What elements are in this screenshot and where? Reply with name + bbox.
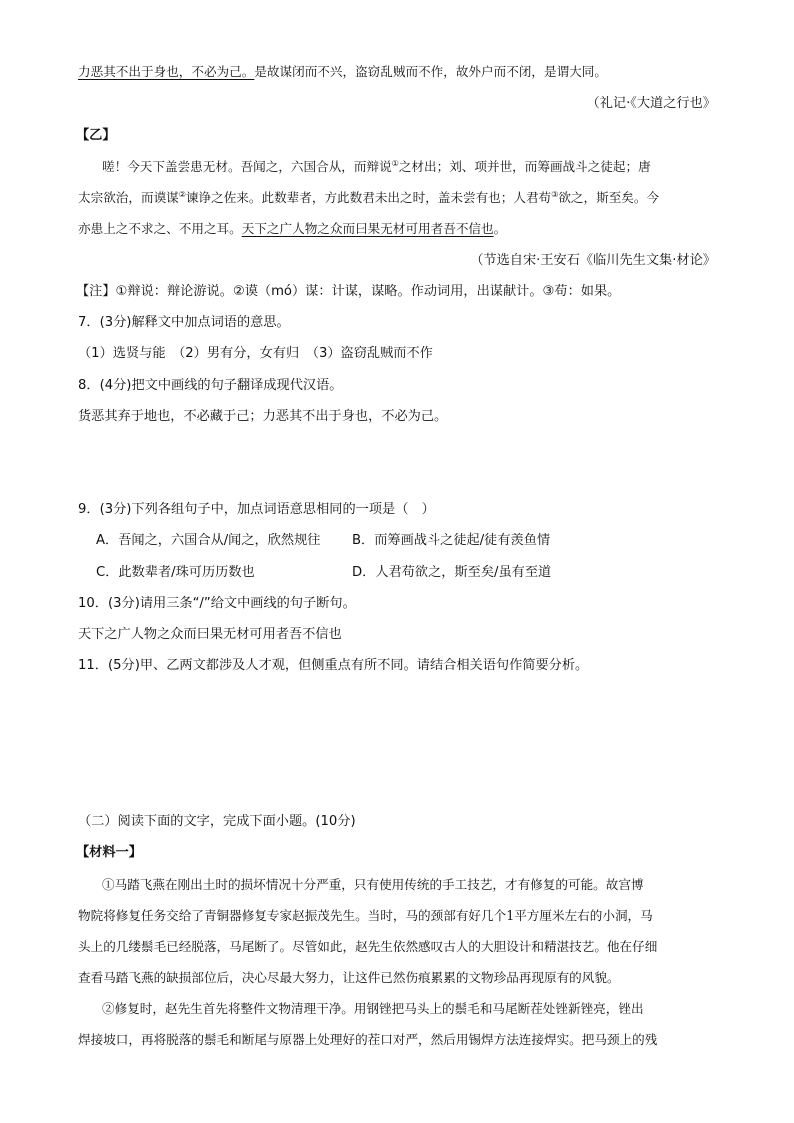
section-2-heading: （二）阅读下面的文字，完成下面小题。(10分)	[78, 814, 356, 829]
question-7: 7．(3分)解释文中加点词语的意思。	[78, 315, 290, 330]
note-marker: ③	[551, 189, 559, 199]
option-b: B．而筹画战斗之徒起/徒有羡鱼情	[352, 533, 551, 548]
yi-text: 嗟！今天下盖尝患无材。吾闻之，六国合从，而辩说	[102, 159, 392, 174]
option-a: A．吾闻之，六国合从/闻之，欣然规往	[96, 533, 321, 548]
question-8-text: 货恶其弃于地也，不必藏于己；力恶其不出于身也，不必为己。	[78, 409, 448, 424]
option-c: C．此数辈者/珠可历历数也	[96, 565, 255, 580]
underlined-sentence: 天下之广人物之众而曰果无材可用者吾不信也	[241, 221, 494, 236]
jia-tail-rest: 是故谋闭而不兴，盗窃乱贼而不作，故外户而不闭，是谓大同。	[254, 64, 607, 79]
question-7-items: （1）选贤与能 （2）男有分，女有归 （3）盗窃乱贼而不作	[78, 346, 433, 361]
yi-line-1	[102, 157, 651, 177]
yi-source: （节选自宋·王安石《临川先生文集·材论》	[470, 253, 716, 268]
note-marker: ②	[178, 189, 186, 199]
question-11: 11．(5分)甲、乙两文都涉及人才观，但侧重点有所不同。请结合相关语句作简要分析。	[78, 658, 589, 673]
annotation-notes: 【注】①辩说：辩论游说。②谟（mó）谋：计谋，谋略。作动词用，出谋献计。③苟：如果。	[76, 284, 621, 299]
jia-source: （礼记·《大道之行也》	[586, 96, 716, 111]
question-9: 9．(3分)下列各组句子中，加点词语意思相同的一项是（ ）	[78, 502, 435, 517]
question-10: 10．(3分)请用三条“/”给文中画线的句子断句。	[78, 596, 356, 611]
question-10-text: 天下之广人物之众而曰果无材可用者吾不信也	[78, 627, 342, 642]
material-para-line: 物院将修复任务交给了青铜器修复专家赵振茂先生。当时，马的颈部有好几个1平方厘米左右的小洞，马	[78, 908, 653, 923]
yi-text: 太宗欲治，而谟谋	[78, 190, 179, 205]
note-marker: ①	[391, 158, 399, 168]
material-para-line: ①马踏飞燕在刚出土时的损坏情况十分严重，只有使用传统的手工技艺，才有修复的可能。故宫博	[102, 877, 644, 892]
material-para-line: 头上的几缕鬃毛已经脱落，马尾断了。尽管如此，赵先生依然感叹古人的大胆设计和精湛技艺。他在仔细	[78, 939, 658, 954]
material-1-heading: 【材料一】	[76, 845, 142, 860]
option-d: D．人君苟欲之，斯至矣/虽有至道	[352, 565, 552, 580]
yi-text: 。	[493, 221, 507, 236]
yi-text: 之材出；刘、项并世，而筹画战斗之徒起；唐	[398, 159, 651, 174]
material-para-line: 焊接坡口，再将脱落的鬃毛和断尾与原器上处理好的茬口对严，然后用锡焊方法连接焊实。把马颈上的残	[78, 1032, 658, 1047]
yi-heading: 【乙】	[76, 128, 116, 143]
yi-text: 欲之，斯至矣。今	[558, 190, 660, 205]
yi-line-2	[78, 188, 659, 208]
yi-text: 谏诤之佐来。此数辈者，方此数君未出之时，盖未尝有也；人君苟	[185, 190, 552, 205]
yi-text: 亦患上之不求之、不用之耳。	[78, 221, 242, 236]
material-para-line: 查看马踏飞燕的缺损部位后，决心尽最大努力，让这件已然伤痕累累的文物珍品再现原有的风貌。	[78, 970, 620, 985]
material-para-line: ②修复时，赵先生首先将整件文物清理干净。用钢锉把马头上的鬃毛和马尾断茬处锉新锉亮，锉出	[102, 1001, 644, 1016]
jia-tail-line	[78, 62, 607, 82]
underlined-sentence: 力恶其不出于身也，不必为己。	[78, 64, 255, 79]
yi-line-3	[78, 219, 506, 239]
question-8: 8．(4分)把文中画线的句子翻译成现代汉语。	[78, 378, 343, 393]
